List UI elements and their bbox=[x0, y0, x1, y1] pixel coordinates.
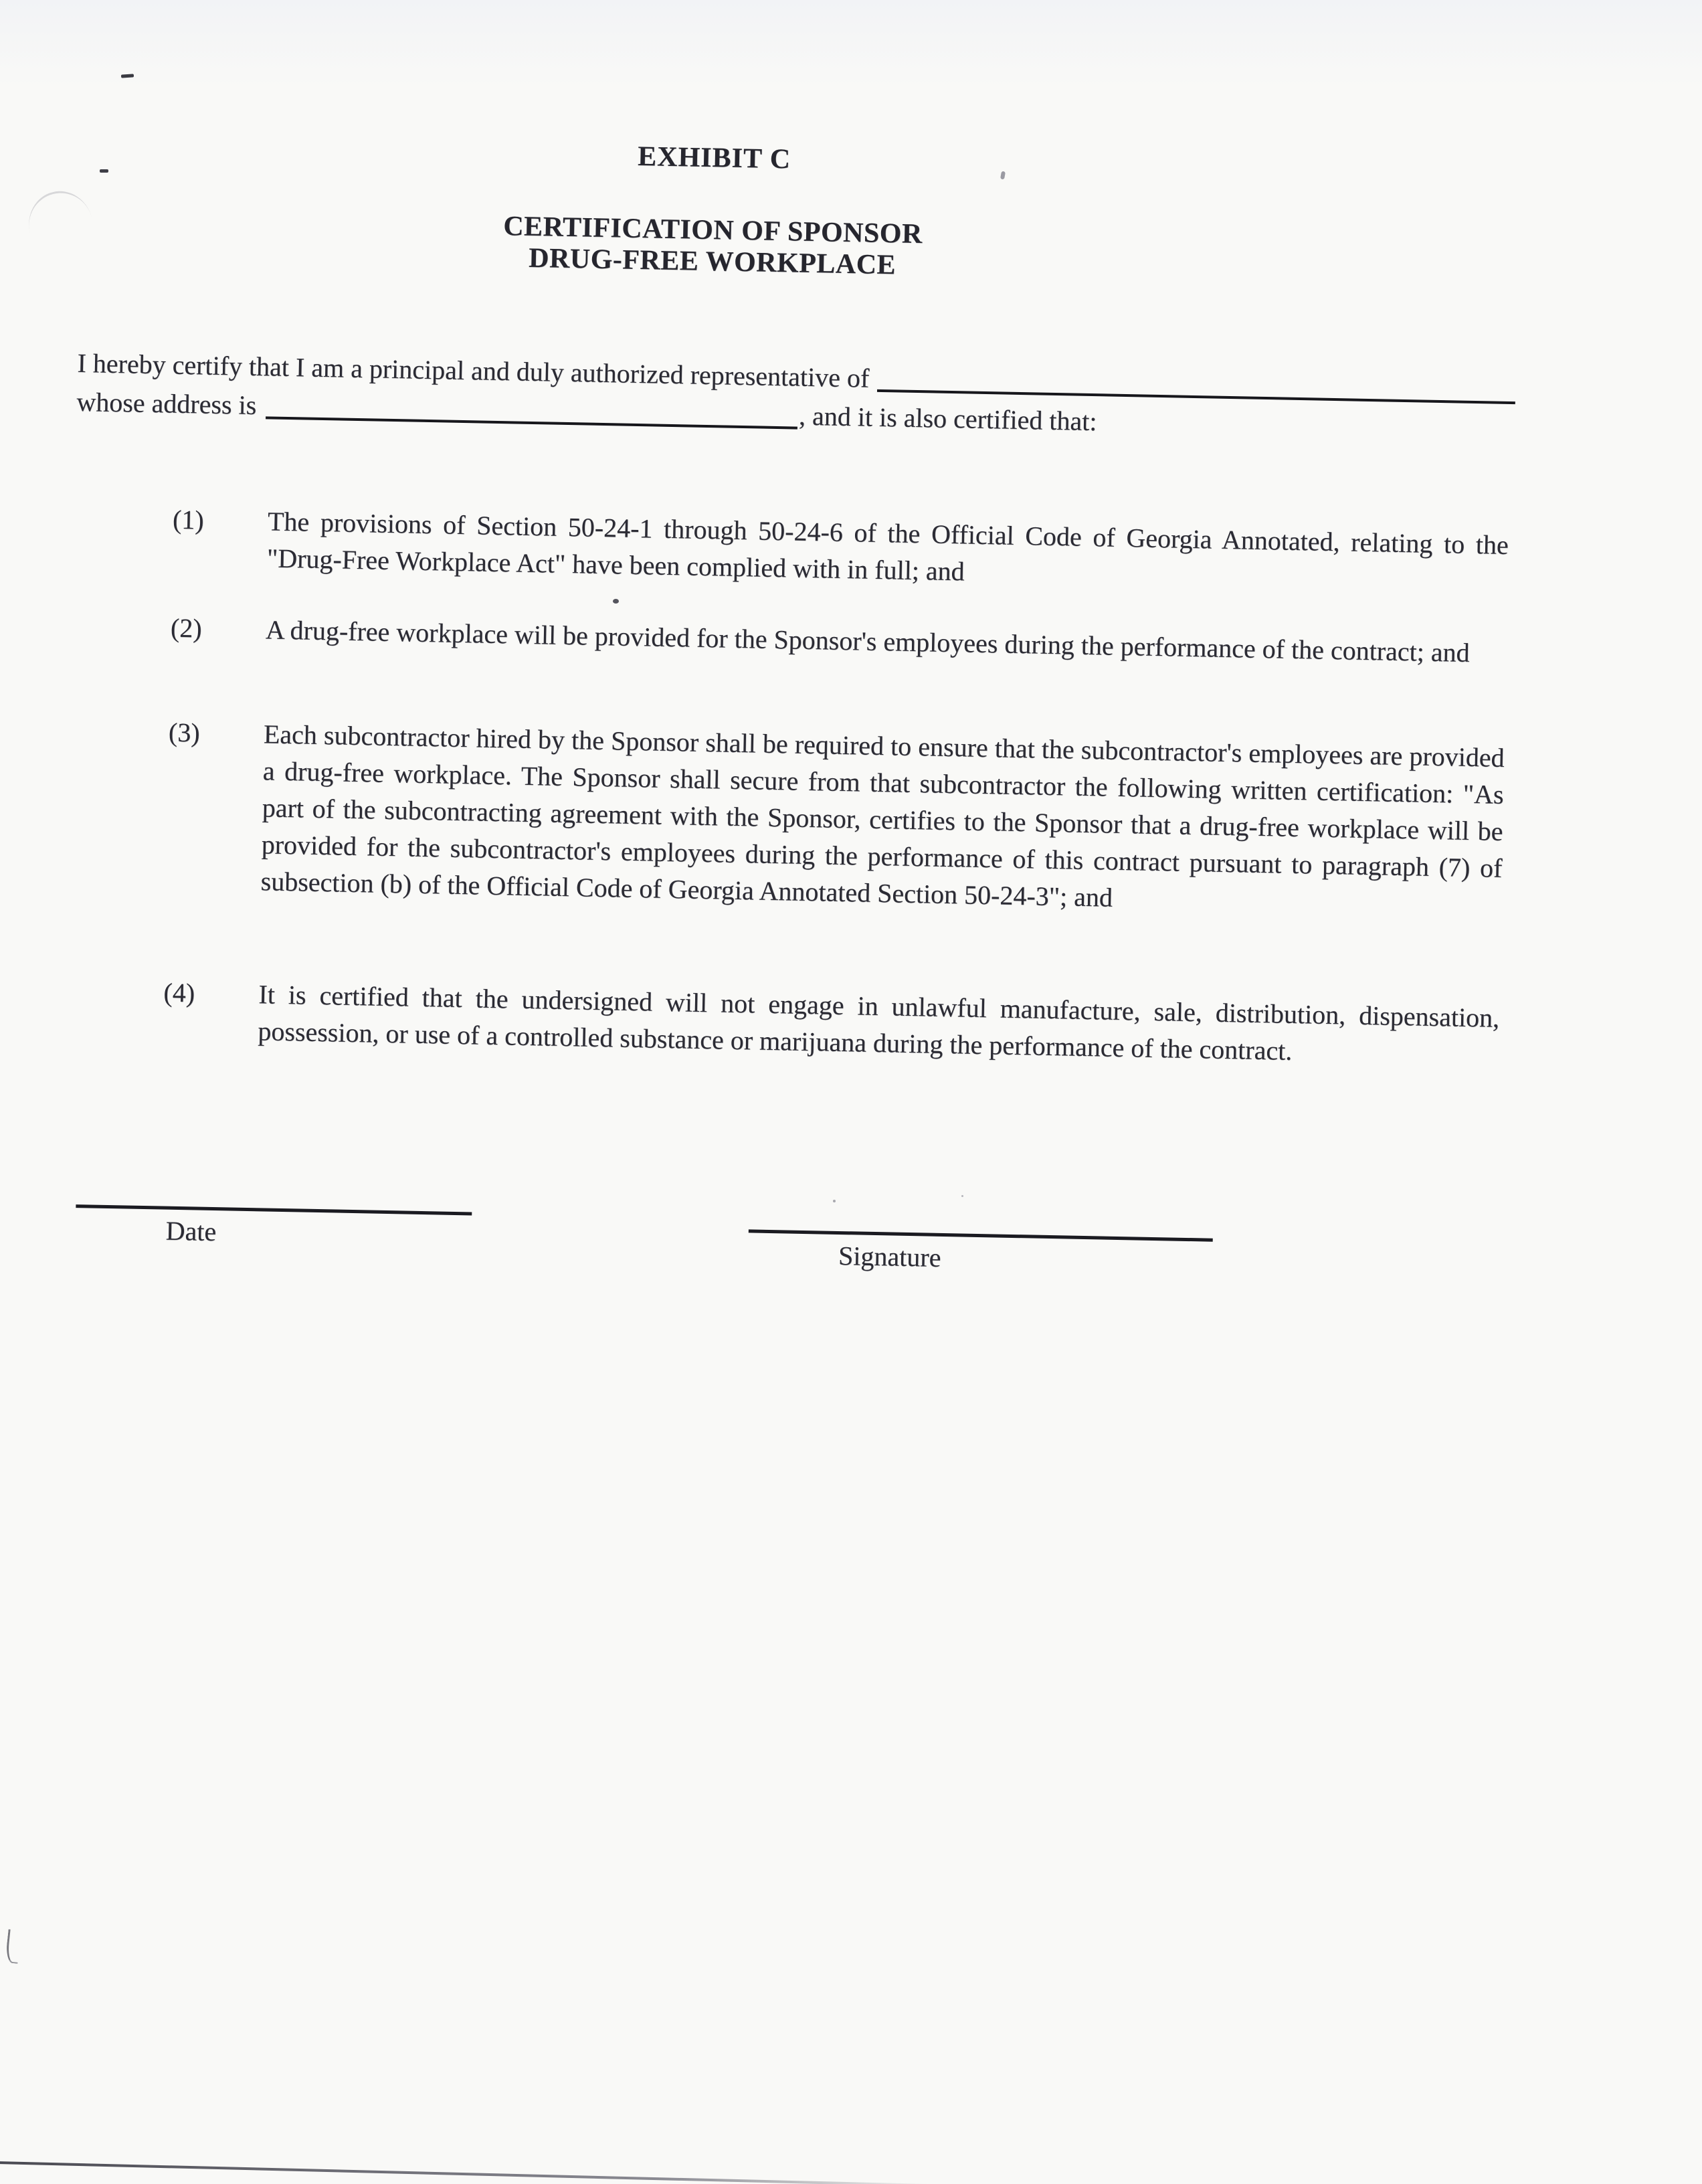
item-1-text: The provisions of Section 50-24-1 through 50-24-6 of the Official Code of Georgia Annotated, relating to the "Drug-Free Workplace Act" have been complied with in full; and bbox=[266, 506, 1509, 587]
signature-label: Signature bbox=[838, 1240, 941, 1273]
exhibit-heading: EXHIBIT C bbox=[637, 141, 791, 175]
item-2-text: A drug-free workplace will be provided for the Sponsor's employees during the performance of the contract; and bbox=[265, 614, 1471, 668]
certification-intro bbox=[76, 344, 1516, 449]
certification-item-4 bbox=[163, 974, 1500, 1073]
representative-name-blank-line bbox=[877, 359, 1516, 404]
item-3-text: Each subcontractor hired by the Sponsor shall be required to ensure that the subcontractor's employees are provided a drug-free workplace. The Sponsor shall secure from that subcontractor the following written certification: "As part of the subcontracting agreement with the Sponsor, certifies to the Sponsor that a drug-free workplace will be provided for the subcontractor's employees during the performance of this contract pursuant to paragraph (7) of subsection (b) of the Official Code of Georgia Annotated Section 50-24-3"; and bbox=[260, 719, 1505, 913]
signature-block bbox=[61, 1204, 1499, 1273]
item-3-number: (3) bbox=[168, 717, 201, 748]
signature-field bbox=[748, 1229, 1213, 1281]
document-title bbox=[79, 203, 1345, 290]
document-title-line2: DRUG-FREE WORKPLACE bbox=[528, 242, 896, 281]
item-4-number: (4) bbox=[163, 977, 195, 1008]
certification-item-1 bbox=[172, 501, 1509, 600]
date-label: Date bbox=[165, 1215, 217, 1247]
certification-item-2 bbox=[170, 610, 1507, 672]
item-2-number: (2) bbox=[170, 612, 203, 644]
item-1-number: (1) bbox=[172, 504, 205, 535]
document-title-line1: CERTIFICATION OF SPONSOR bbox=[502, 211, 923, 250]
intro-text-representative: I hereby certify that I am a principal and duly authorized representative of bbox=[77, 347, 870, 393]
date-field bbox=[75, 1204, 472, 1255]
certification-item-3 bbox=[165, 714, 1505, 923]
intro-text-certified: , and it is also certified that: bbox=[798, 400, 1097, 437]
page-bottom-edge-shadow bbox=[0, 2161, 947, 2184]
document-content bbox=[44, 0, 1522, 2102]
item-4-text: It is certified that the undersigned will not engage in unlawful manufacture, sale, distribution, dispensation, possession, or use of a controlled substance or marijuana during the performance of the contract. bbox=[258, 979, 1500, 1066]
page-edge-mark bbox=[5, 1929, 21, 1964]
intro-text-address: whose address is bbox=[76, 386, 257, 421]
